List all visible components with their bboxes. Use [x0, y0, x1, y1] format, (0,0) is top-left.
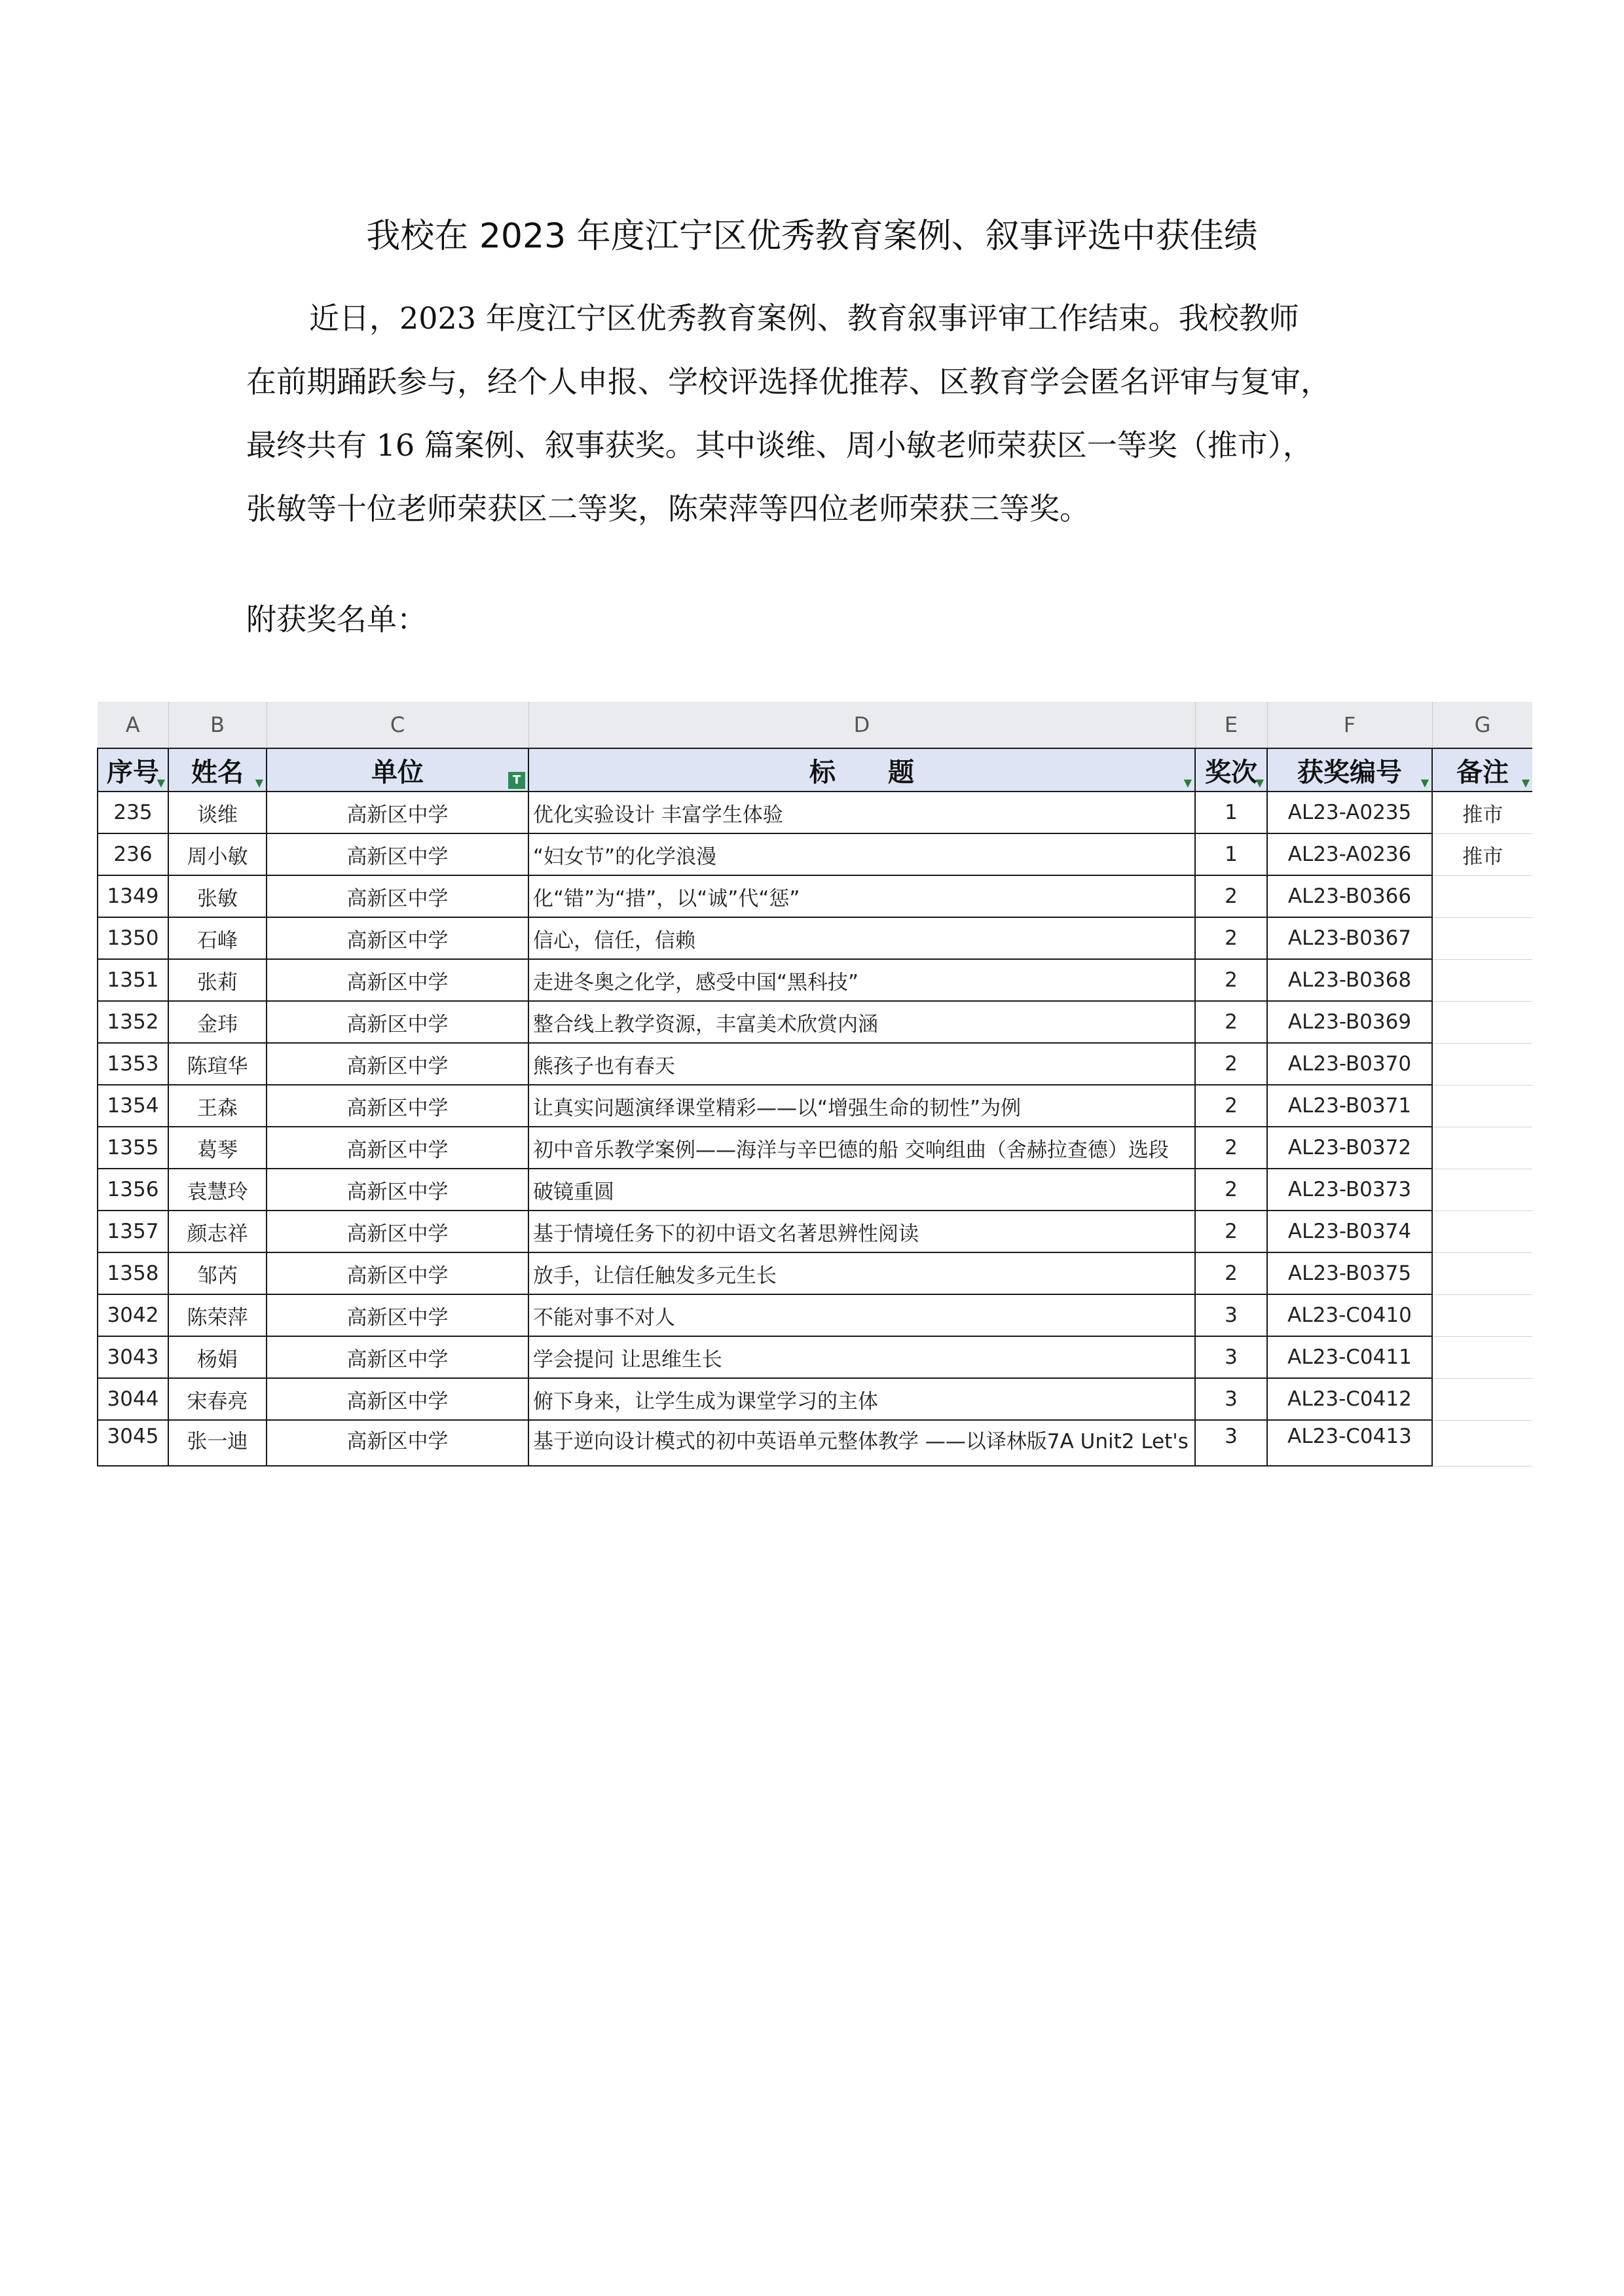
cell-rank[interactable]: 3	[1195, 1378, 1267, 1420]
cell-title[interactable]: 基于情境任务下的初中语文名著思辨性阅读	[528, 1211, 1195, 1252]
body-line: 最终共有 16 篇案例、叙事获奖。其中谈维、周小敏老师荣获区一等奖（推市），	[246, 428, 1313, 463]
cell-note[interactable]	[1432, 1252, 1532, 1294]
table-row	[98, 1294, 1532, 1336]
cell-code[interactable]: AL23-C0411	[1267, 1336, 1432, 1378]
cell-code[interactable]: AL23-B0367	[1267, 917, 1432, 959]
cell-unit[interactable]: 高新区中学	[267, 1378, 528, 1420]
cell-note[interactable]	[1432, 1294, 1532, 1336]
column-letter-row	[98, 702, 1532, 748]
article-body	[246, 287, 1386, 541]
cell-name[interactable]: 张敏	[168, 875, 267, 917]
cell-note[interactable]: 推市	[1432, 833, 1532, 875]
column-letter[interactable]: G	[1432, 702, 1532, 748]
cell-rank[interactable]: 2	[1195, 875, 1267, 917]
cell-name[interactable]: 周小敏	[168, 833, 267, 875]
cell-note[interactable]	[1432, 1043, 1532, 1085]
table-row	[98, 1169, 1532, 1211]
cell-no[interactable]: 1356	[98, 1169, 168, 1211]
cell-title[interactable]: 学会提问 让思维生长	[528, 1336, 1195, 1378]
cell-title[interactable]: 初中音乐教学案例——海洋与辛巴德的船 交响组曲（舍赫拉查德）选段	[528, 1127, 1195, 1169]
cell-name[interactable]: 陈瑄华	[168, 1043, 267, 1085]
cell-note[interactable]	[1432, 1378, 1532, 1420]
table-row	[98, 1211, 1532, 1252]
spreadsheet-screenshot	[97, 702, 1532, 1469]
header-label: 奖次	[1205, 756, 1257, 788]
cell-no[interactable]: 235	[98, 792, 168, 833]
cell-name[interactable]: 石峰	[168, 917, 267, 959]
table-row	[98, 1001, 1532, 1043]
cell-no[interactable]: 1353	[98, 1043, 168, 1085]
table-row	[98, 1420, 1532, 1466]
cell-name[interactable]: 杨娟	[168, 1336, 267, 1378]
header-row	[98, 748, 1532, 792]
cell-unit[interactable]: 高新区中学	[267, 1420, 528, 1466]
cell-title[interactable]: 化“错”为“措”，以“诚”代“惩”	[528, 875, 1195, 917]
cell-code[interactable]: AL23-A0236	[1267, 833, 1432, 875]
cell-no[interactable]: 3044	[98, 1378, 168, 1420]
cell-no[interactable]: 3043	[98, 1336, 168, 1378]
cell-rank[interactable]: 2	[1195, 1169, 1267, 1211]
table-row	[98, 833, 1532, 875]
column-letter[interactable]: B	[168, 702, 267, 748]
cell-no[interactable]: 1354	[98, 1085, 168, 1127]
cell-title[interactable]: 基于逆向设计模式的初中英语单元整体教学 ——以译林版7A Unit2 Let's	[528, 1420, 1195, 1466]
column-letter[interactable]: C	[267, 702, 528, 748]
cell-name[interactable]: 葛琴	[168, 1127, 267, 1169]
dropdown-icon[interactable]: ▼	[157, 776, 165, 789]
cell-rank[interactable]: 2	[1195, 1001, 1267, 1043]
cell-title[interactable]: 整合线上教学资源，丰富美术欣赏内涵	[528, 1001, 1195, 1043]
cell-no[interactable]: 1349	[98, 875, 168, 917]
cell-no[interactable]: 3042	[98, 1294, 168, 1336]
cell-name[interactable]: 张莉	[168, 959, 267, 1001]
cell-note[interactable]	[1432, 917, 1532, 959]
cell-code[interactable]: AL23-A0235	[1267, 792, 1432, 833]
cell-note[interactable]	[1432, 1211, 1532, 1252]
cell-code[interactable]: AL23-B0375	[1267, 1252, 1432, 1294]
cell-code[interactable]: AL23-C0413	[1267, 1420, 1432, 1466]
cell-code[interactable]: AL23-B0368	[1267, 959, 1432, 1001]
header-label: 获奖编号	[1297, 756, 1402, 788]
cell-note[interactable]	[1432, 1169, 1532, 1211]
cell-unit[interactable]: 高新区中学	[267, 1211, 528, 1252]
cell-name[interactable]: 袁慧玲	[168, 1169, 267, 1211]
table-row	[98, 1127, 1532, 1169]
cell-note[interactable]	[1432, 1001, 1532, 1043]
column-letter[interactable]: E	[1195, 702, 1267, 748]
dropdown-icon[interactable]: ▼	[255, 776, 263, 789]
cell-unit[interactable]: 高新区中学	[267, 1127, 528, 1169]
body-line: 近日，2023 年度江宁区优秀教育案例、教育叙事评审工作结束。我校教师	[309, 301, 1299, 336]
table-row	[98, 1378, 1532, 1420]
body-line: 张敏等十位老师荣获区二等奖，陈荣萍等四位老师荣获三等奖。	[246, 491, 1090, 526]
cell-rank[interactable]: 2	[1195, 1252, 1267, 1294]
cell-unit[interactable]: 高新区中学	[267, 1294, 528, 1336]
table-row	[98, 792, 1532, 833]
cell-unit[interactable]: 高新区中学	[267, 875, 528, 917]
cell-code[interactable]: AL23-B0371	[1267, 1085, 1432, 1127]
cell-no[interactable]: 1355	[98, 1127, 168, 1169]
cell-code[interactable]: AL23-B0373	[1267, 1169, 1432, 1211]
cell-code[interactable]: AL23-C0412	[1267, 1378, 1432, 1420]
cell-rank[interactable]: 3	[1195, 1336, 1267, 1378]
header-note	[1432, 748, 1532, 792]
cell-title[interactable]: 放手，让信任触发多元生长	[528, 1252, 1195, 1294]
header-label: 姓名	[191, 756, 244, 788]
table-row	[98, 1336, 1532, 1378]
table-row	[98, 917, 1532, 959]
dropdown-icon[interactable]: ▼	[1521, 776, 1530, 789]
list-label: 附获奖名单：	[246, 602, 427, 637]
cell-no[interactable]: 1350	[98, 917, 168, 959]
header-name	[168, 748, 267, 792]
cell-rank[interactable]: 3	[1195, 1420, 1267, 1466]
cell-name[interactable]: 张一迪	[168, 1420, 267, 1466]
cell-rank[interactable]: 2	[1195, 1211, 1267, 1252]
dropdown-icon[interactable]: ▼	[1183, 776, 1192, 789]
cell-code[interactable]: AL23-B0372	[1267, 1127, 1432, 1169]
cell-no[interactable]: 3045	[98, 1420, 168, 1466]
cell-rank[interactable]: 2	[1195, 1127, 1267, 1169]
article-title: 我校在 2023 年度江宁区优秀教育案例、叙事评选中获佳绩	[366, 217, 1258, 256]
cell-name[interactable]: 邹芮	[168, 1252, 267, 1294]
cell-unit[interactable]: 高新区中学	[267, 792, 528, 833]
cell-no[interactable]: 1352	[98, 1001, 168, 1043]
cell-unit[interactable]: 高新区中学	[267, 1252, 528, 1294]
cell-no[interactable]: 236	[98, 833, 168, 875]
cell-unit[interactable]: 高新区中学	[267, 1169, 528, 1211]
header-label: 备注	[1456, 756, 1509, 788]
cell-name[interactable]: 颜志祥	[168, 1211, 267, 1252]
body-line: 在前期踊跃参与，经个人申报、学校评选择优推荐、区教育学会匿名评审与复审，	[246, 364, 1331, 399]
cell-code[interactable]: AL23-B0369	[1267, 1001, 1432, 1043]
cell-note[interactable]	[1432, 1336, 1532, 1378]
cell-note[interactable]: 推市	[1432, 792, 1532, 833]
cell-rank[interactable]: 1	[1195, 833, 1267, 875]
cell-rank[interactable]: 2	[1195, 959, 1267, 1001]
cell-code[interactable]: AL23-B0366	[1267, 875, 1432, 917]
header-title	[528, 748, 1195, 792]
cell-note[interactable]	[1432, 1127, 1532, 1169]
header-label: 单位	[371, 756, 424, 788]
cell-rank[interactable]: 2	[1195, 917, 1267, 959]
table-row	[98, 1043, 1532, 1085]
table-row	[98, 959, 1532, 1001]
column-letter[interactable]: D	[528, 702, 1195, 748]
cell-rank[interactable]: 2	[1195, 1043, 1267, 1085]
cell-note[interactable]	[1432, 1085, 1532, 1127]
header-unit	[267, 748, 528, 792]
cell-title[interactable]: 优化实验设计 丰富学生体验	[528, 792, 1195, 833]
cell-rank[interactable]: 2	[1195, 1085, 1267, 1127]
cell-title[interactable]: “妇女节”的化学浪漫	[528, 833, 1195, 875]
cell-no[interactable]: 1351	[98, 959, 168, 1001]
cell-code[interactable]: AL23-B0374	[1267, 1211, 1432, 1252]
filter-active-icon[interactable]: T	[508, 772, 525, 789]
cell-name[interactable]: 宋春亮	[168, 1378, 267, 1420]
cell-unit[interactable]: 高新区中学	[267, 959, 528, 1001]
header-label: 标 题	[809, 756, 914, 788]
cell-rank[interactable]: 3	[1195, 1294, 1267, 1336]
cell-title[interactable]: 不能对事不对人	[528, 1294, 1195, 1336]
header-label: 序号	[107, 756, 159, 788]
cell-code[interactable]: AL23-B0370	[1267, 1043, 1432, 1085]
cell-unit[interactable]: 高新区中学	[267, 1043, 528, 1085]
cell-note[interactable]	[1432, 875, 1532, 917]
header-code	[1267, 748, 1432, 792]
cell-unit[interactable]: 高新区中学	[267, 833, 528, 875]
cell-name[interactable]: 金玮	[168, 1001, 267, 1043]
header-rank	[1195, 748, 1267, 792]
header-no	[98, 748, 168, 792]
table-row	[98, 1085, 1532, 1127]
cell-unit[interactable]: 高新区中学	[267, 1336, 528, 1378]
cell-title[interactable]: 让真实问题演绎课堂精彩——以“增强生命的韧性”为例	[528, 1085, 1195, 1127]
cell-title[interactable]: 熊孩子也有春天	[528, 1043, 1195, 1085]
cell-note[interactable]	[1432, 1420, 1532, 1466]
table-row	[98, 1252, 1532, 1294]
cell-name[interactable]: 王森	[168, 1085, 267, 1127]
cell-unit[interactable]: 高新区中学	[267, 917, 528, 959]
cell-name[interactable]: 陈荣萍	[168, 1294, 267, 1336]
cell-no[interactable]: 1357	[98, 1211, 168, 1252]
cell-unit[interactable]: 高新区中学	[267, 1085, 528, 1127]
cell-title[interactable]: 俯下身来，让学生成为课堂学习的主体	[528, 1378, 1195, 1420]
column-letter[interactable]: A	[98, 702, 168, 748]
cell-note[interactable]	[1432, 959, 1532, 1001]
cell-rank[interactable]: 1	[1195, 792, 1267, 833]
cell-title[interactable]: 破镜重圆	[528, 1169, 1195, 1211]
cell-name[interactable]: 谈维	[168, 792, 267, 833]
cell-no[interactable]: 1358	[98, 1252, 168, 1294]
dropdown-icon[interactable]: ▼	[1420, 776, 1429, 789]
cell-title[interactable]: 走进冬奥之化学，感受中国“黑科技”	[528, 959, 1195, 1001]
column-letter[interactable]: F	[1267, 702, 1432, 748]
cell-code[interactable]: AL23-C0410	[1267, 1294, 1432, 1336]
dropdown-icon[interactable]: ▼	[1255, 776, 1264, 789]
cell-title[interactable]: 信心，信任，信赖	[528, 917, 1195, 959]
table-row	[98, 875, 1532, 917]
cell-unit[interactable]: 高新区中学	[267, 1001, 528, 1043]
